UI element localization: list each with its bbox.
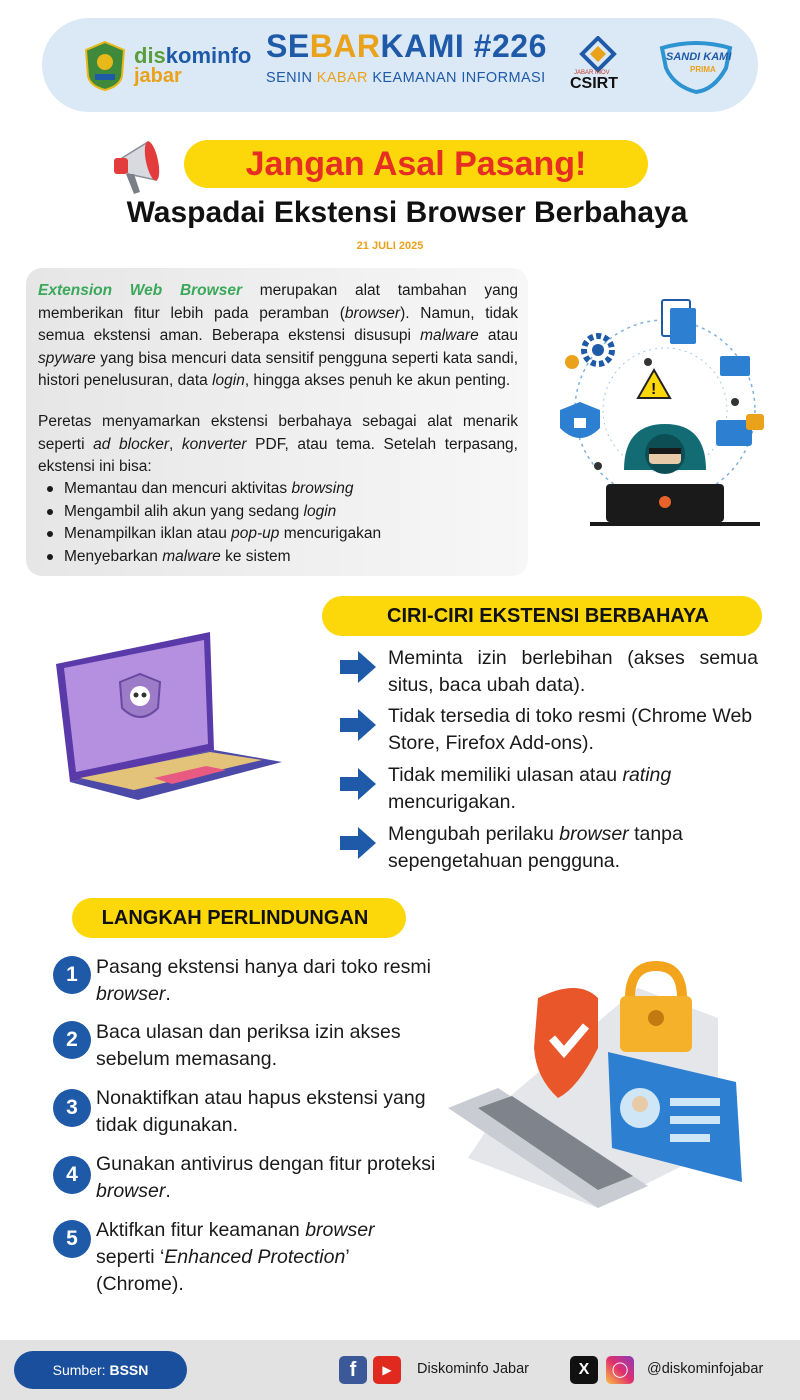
step-number-badge: 2 bbox=[53, 1021, 91, 1059]
facebook-icon[interactable]: f bbox=[339, 1356, 367, 1384]
publish-date: 21 JULI 2025 bbox=[356, 240, 424, 252]
svg-text:!: ! bbox=[651, 381, 657, 398]
ciri-text: Tidak tersedia di toko resmi (Chrome Web Store, Firefox Add-ons). bbox=[388, 705, 753, 754]
skull-shield-icon bbox=[120, 674, 160, 717]
step-text: Baca ulasan dan periksa izin akses sebelum memasang. bbox=[96, 1021, 401, 1070]
csirt-logo bbox=[566, 36, 630, 96]
arrow-right-icon bbox=[340, 709, 376, 741]
svg-text:SANDI KAMI: SANDI KAMI bbox=[666, 51, 732, 63]
list-item: Mengambil alih akun yang sedang login bbox=[64, 501, 381, 524]
arrow-right-icon bbox=[340, 651, 376, 683]
step-number-badge: 5 bbox=[53, 1220, 91, 1258]
ciri-section-title: CIRI-CIRI EKSTENSI BERBAHAYA bbox=[387, 605, 709, 627]
step-text: Aktifkan fitur keamanan browser seperti ‘Enhanced Protection’ (Chrome). bbox=[96, 1219, 375, 1295]
instagram-icon[interactable]: ◯ bbox=[606, 1356, 634, 1384]
step-text: Pasang ekstensi hanya dari toko resmi browser. bbox=[96, 956, 431, 1005]
step-number-badge: 4 bbox=[53, 1156, 91, 1194]
padlock-icon bbox=[620, 966, 692, 1052]
secure-laptop-illustration bbox=[448, 958, 754, 1220]
intro-paragraph-1: Extension Web Browser merupakan alat tambahan yang memberikan fitur lebih pada peramban (browser). Namun, tidak semua ekstensi aman. Beberapa ekstensi disusupi malware atau spyware yang bisa mencuri data sensitif pengguna seperti kata sandi, histori penelusuran, data login, hingga akses penuh ke akun penting. bbox=[38, 282, 518, 389]
series-title: SEBARKAMI #226 bbox=[266, 28, 547, 64]
header-banner bbox=[42, 18, 758, 112]
list-item: Menampilkan iklan atau pop-up mencurigakan bbox=[64, 523, 381, 546]
svg-text:JABAR INOV: JABAR INOV bbox=[574, 70, 610, 76]
step-text: Nonaktifkan atau hapus ekstensi yang tidak digunakan. bbox=[96, 1087, 426, 1136]
step-number-badge: 1 bbox=[53, 956, 91, 994]
page-title: Waspadai Ekstensi Browser Berbahaya bbox=[126, 196, 688, 229]
hacker-illustration bbox=[550, 290, 780, 530]
social-handle-instagram[interactable]: @diskominfojabar bbox=[647, 1361, 764, 1377]
langkah-section-title: LANGKAH PERLINDUNGAN bbox=[101, 907, 369, 929]
jabar-emblem-logo bbox=[82, 40, 128, 92]
step-number-badge: 3 bbox=[53, 1089, 91, 1127]
megaphone-icon bbox=[108, 136, 174, 196]
infected-laptop-illustration bbox=[50, 632, 286, 804]
arrow-right-icon bbox=[340, 768, 376, 800]
source-badge: Sumber: BSSN bbox=[14, 1351, 187, 1389]
arrow-right-icon bbox=[340, 827, 376, 859]
ciri-text: Tidak memiliki ulasan atau rating mencurigakan. bbox=[388, 764, 672, 813]
sandi-kami-prima-logo bbox=[654, 38, 738, 94]
alert-headline: Jangan Asal Pasang! bbox=[245, 145, 587, 183]
svg-text:PRIMA: PRIMA bbox=[690, 65, 716, 74]
diskominfo-jabar-logo: diskominfo jabar bbox=[134, 43, 252, 87]
step-text: Gunakan antivirus dengan fitur proteksi browser. bbox=[96, 1153, 436, 1202]
list-item: Menyebarkan malware ke sistem bbox=[64, 546, 381, 569]
x-icon[interactable]: X bbox=[570, 1356, 598, 1384]
effects-list bbox=[64, 478, 381, 568]
series-subtitle: SENIN KABAR KEAMANAN INFORMASI bbox=[266, 70, 546, 86]
svg-text:CSIRT: CSIRT bbox=[570, 75, 618, 92]
social-handle-diskominfo[interactable]: Diskominfo Jabar bbox=[417, 1361, 530, 1377]
ciri-text: Meminta izin berlebihan (akses semua situs, baca ubah data). bbox=[388, 647, 758, 696]
youtube-icon[interactable]: ▶ bbox=[373, 1356, 401, 1384]
gear-icon bbox=[584, 336, 612, 364]
lock-icon bbox=[746, 414, 764, 430]
intro-paragraph-2: Peretas menyamarkan ekstensi berbahaya sebagai alat menarik seperti ad blocker, konverter PDF, atau tema. Setelah terpasang, ekstensi ini bisa: bbox=[38, 413, 518, 475]
list-item: Memantau dan mencuri aktivitas browsing bbox=[64, 478, 381, 501]
ciri-text: Mengubah perilaku browser tanpa sepengetahuan pengguna. bbox=[388, 823, 683, 872]
